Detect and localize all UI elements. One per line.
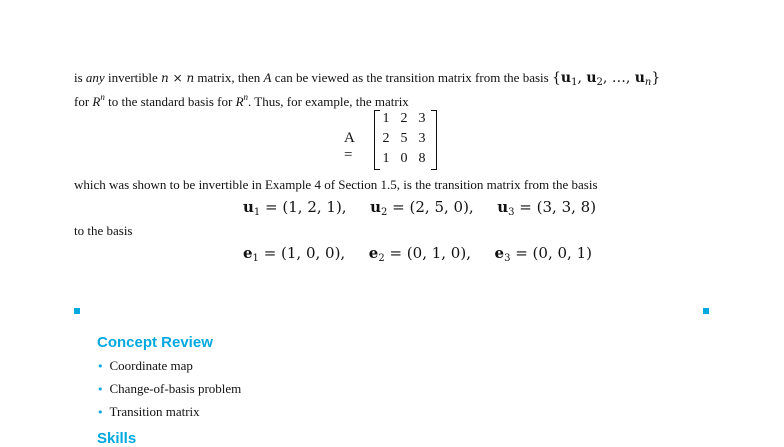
paragraph-line-4: to the basis bbox=[74, 223, 133, 238]
skills-heading: Skills bbox=[97, 430, 137, 447]
list-item: • Coordinate map bbox=[97, 358, 193, 373]
matrix-cell: 1 bbox=[382, 151, 390, 166]
u-vectors-equation bbox=[243, 198, 596, 218]
right-bracket bbox=[431, 110, 437, 170]
matrix-cell: 1 bbox=[382, 111, 390, 126]
matrix-cell: 3 bbox=[418, 131, 426, 146]
e-vectors-equation bbox=[243, 244, 592, 264]
matrix-label: A = bbox=[344, 130, 355, 163]
matrix-cell: 2 bbox=[400, 111, 408, 126]
e2-vector: $e_2 = (0$, 1, 0), bbox=[368, 244, 471, 264]
matrix-cell: 2 bbox=[382, 131, 390, 146]
e3-vector: $e_3 = (0$, 0, 1) bbox=[494, 244, 592, 264]
list-item: • Transition matrix bbox=[97, 404, 200, 419]
u1-vector: $u_1 = (1$, 2, 1), bbox=[243, 198, 347, 218]
bullet-icon: • bbox=[97, 360, 104, 373]
bullet-icon: • bbox=[97, 406, 104, 419]
paragraph-line-3: which was shown to be invertible in Example 4 of Section 1.5, is the transition matrix from the basis bbox=[74, 177, 598, 192]
basis-set: {$u_1$, $u_2$, …, $u_n$} bbox=[551, 70, 661, 88]
section-marker-right bbox=[703, 308, 709, 314]
paragraph-line-1: is any invertible n × n matrix, then A can be viewed as the transition matrix from the basis {$u_1$, $u_2$, …, $u_n$} bbox=[74, 70, 661, 88]
list-item: • Change-of-basis problem bbox=[97, 381, 242, 396]
matrix-cell: 5 bbox=[400, 131, 408, 146]
bullet-icon: • bbox=[97, 383, 104, 396]
e1-vector: $e_1 = (1$, 0, 0), bbox=[243, 244, 346, 264]
matrix-cell: 3 bbox=[418, 111, 426, 126]
section-marker-left bbox=[74, 308, 80, 314]
matrix-cell: 8 bbox=[418, 151, 426, 166]
concept-review-heading: Concept Review bbox=[97, 334, 213, 351]
paragraph-line-2: for $R^n$ to the standard basis for $R^n$. Thus, for example, the matrix bbox=[74, 92, 409, 109]
u2-vector: $u_2 = (2$, 5, 0), bbox=[370, 198, 474, 218]
matrix-cell: 0 bbox=[400, 151, 408, 166]
u3-vector: $u_3 = (3$, 3, 8) bbox=[497, 198, 597, 218]
